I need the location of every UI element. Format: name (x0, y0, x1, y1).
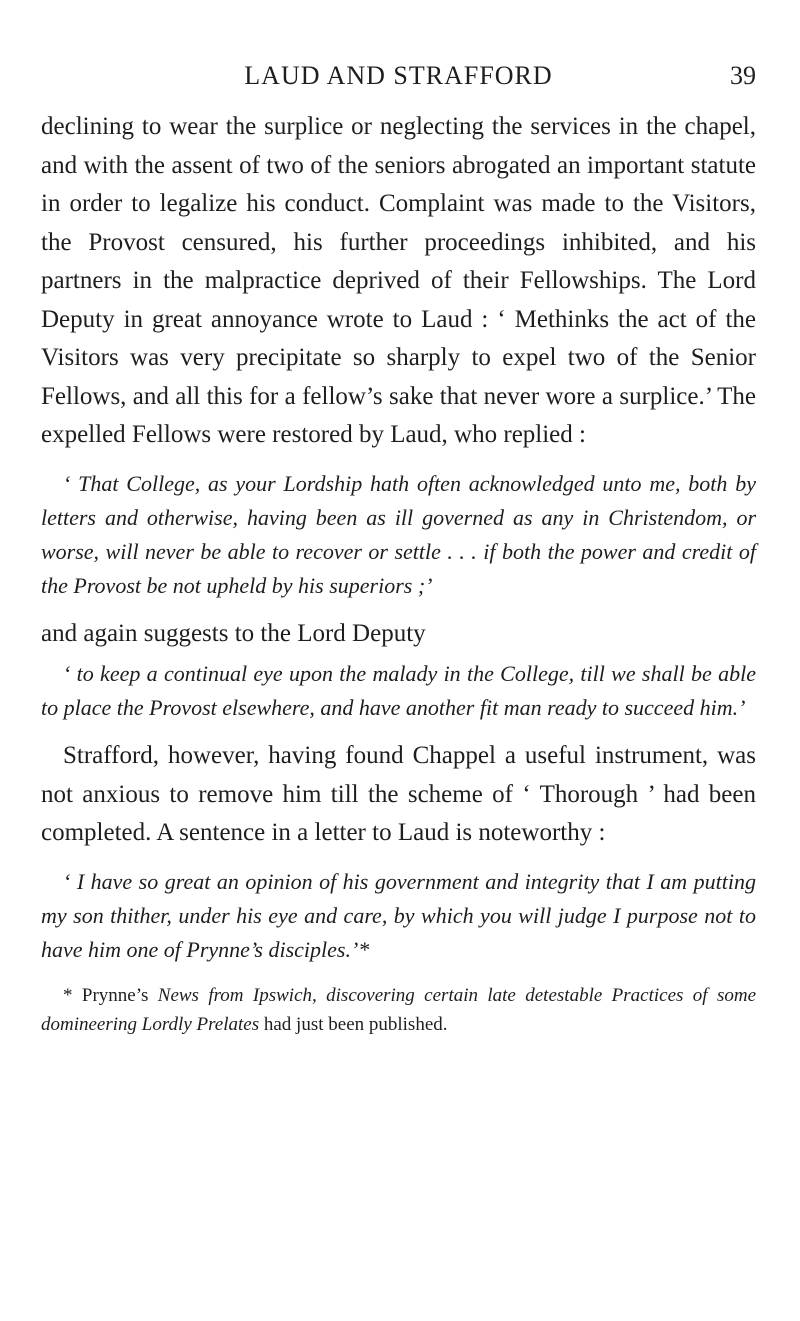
continuation-line: and again suggests to the Lord Deputy (41, 619, 426, 647)
footnote (41, 981, 756, 1039)
running-title: LAUD AND STRAFFORD (244, 61, 553, 90)
quote-2: ‘ to keep a continual eye upon the malady in the College, till we shall be able to place the Provost elsewhere, and have another fit man ready to succeed him.’ (41, 661, 756, 720)
quote-1: ‘ That College, as your Lordship hath often acknowledged unto me, both by letters and otherwise, having been as ill governed as any in Christendom, or worse, will never be able to recover or settle . . . if both the power and credit of the Provost be not upheld by his superiors ;’ (41, 470, 756, 598)
quote-3: ‘ I have so great an opinion of his government and integrity that I am putting my son thither, under his eye and care, by which you will judge I purpose not to have him one of Prynne’s disciples.’* (41, 868, 756, 962)
paragraph-2: Strafford, however, having found Chappel a useful instrument, was not anxious to remove him till the scheme of ‘ Thorough ’ had been completed. A sentence in a letter to Laud is noteworthy : (41, 742, 756, 846)
page-body (41, 108, 756, 1039)
book-page (41, 0, 756, 1321)
footnote-tail: had just been published. (259, 1013, 448, 1035)
paragraph-1: declining to wear the surplice or neglecting the services in the chapel, and with the assent of two of the seniors abrogated an important statute in order to legalize his conduct. Complaint was made to the Visitors, the Provost censured, his further proceedings inhibited, and his partners in the malpractice deprived of their Fellowships. The Lord Deputy in great annoyance wrote to Laud : ‘ Methinks the act of the Visitors was very precipitate so sharply to expel two of the Senior Fellows, and all this for a fellow’s sake that never wore a surplice.’ The expelled Fellows were restored by Laud, who replied : (41, 113, 756, 448)
footnote-marker: * Prynne’s (63, 984, 158, 1006)
page-number: 39 (730, 61, 756, 90)
footnote-title: News from Ipswich, discovering certain late detestable Practices of some domineering Lordly Prelates (41, 984, 757, 1035)
page-header (41, 56, 756, 96)
